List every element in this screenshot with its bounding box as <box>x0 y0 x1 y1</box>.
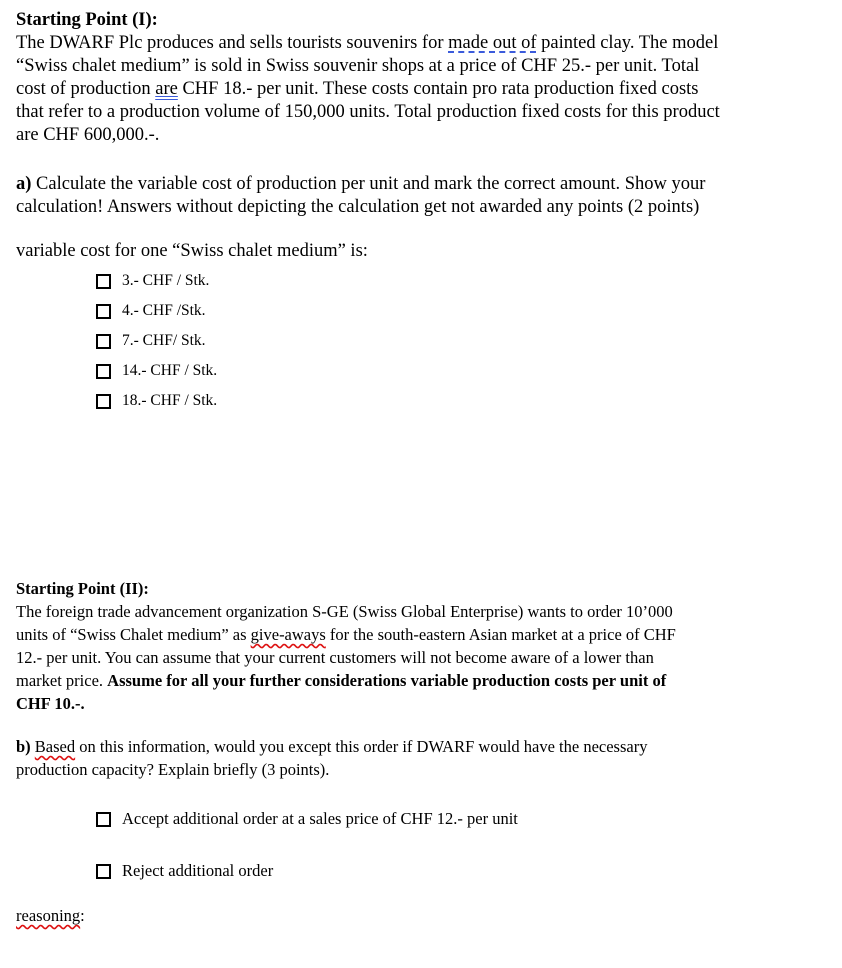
checkbox-icon[interactable] <box>96 334 111 349</box>
part1-heading: Starting Point (I): <box>16 10 158 30</box>
question-b-label: b) <box>16 737 31 756</box>
part1-intro-line-4: that refer to a production volume of 150,000 units. Total production fixed costs for this product <box>16 102 720 122</box>
option-4-chf[interactable]: 4.- CHF /Stk. <box>96 296 217 326</box>
option-14-chf[interactable]: 14.- CHF / Stk. <box>96 356 217 386</box>
spelling-underline-give-aways: give-aways <box>250 625 326 644</box>
order-decision-options <box>96 804 518 834</box>
part2-heading: Starting Point (II): <box>16 579 149 598</box>
checkbox-icon[interactable] <box>96 304 111 319</box>
option-18-chf[interactable]: 18.- CHF / Stk. <box>96 386 217 416</box>
checkbox-icon[interactable] <box>96 812 111 827</box>
part1-intro-line-2: “Swiss chalet medium” is sold in Swiss souvenir shops at a price of CHF 25.- per unit. Total <box>16 56 700 76</box>
grammar-underline-made-out-of: made out of <box>448 33 537 53</box>
question-a-line-2: calculation! Answers without depicting the calculation get not awarded any points (2 points) <box>16 197 700 217</box>
question-a-line-1: a) Calculate the variable cost of production per unit and mark the correct amount. Show your <box>16 174 706 194</box>
part1-section <box>16 9 826 147</box>
option-reject-order[interactable]: Reject additional order <box>96 856 273 886</box>
part2-intro-line-2: units of “Swiss Chalet medium” as give-aways for the south-eastern Asian market at a price of CHF <box>16 625 676 644</box>
reasoning-label: reasoning: <box>16 906 85 925</box>
spelling-underline-reasoning: reasoning <box>16 906 81 925</box>
option-3-chf[interactable]: 3.- CHF / Stk. <box>96 266 217 296</box>
part2-intro-line-4: market price. Assume for all your further considerations variable production costs per unit of <box>16 671 667 690</box>
part1-intro-line-3: cost of production are CHF 18.- per unit. These costs contain pro rata production fixed costs <box>16 79 699 99</box>
question-a <box>16 173 826 219</box>
part2-intro-line-3: 12.- per unit. You can assume that your current customers will not become aware of a lower than <box>16 648 654 667</box>
option-accept-order[interactable]: Accept additional order at a sales price of CHF 12.- per unit <box>96 804 518 834</box>
variable-cost-prompt: variable cost for one “Swiss chalet medium” is: <box>16 241 368 261</box>
part1-intro-line-5: are CHF 600,000.-. <box>16 125 160 145</box>
part2-intro-line-1: The foreign trade advancement organization S-GE (Swiss Global Enterprise) wants to order 10’000 <box>16 602 673 621</box>
grammar-underline-are: are <box>155 79 178 99</box>
part2-section <box>16 577 826 715</box>
question-b-line-1: b) Based on this information, would you except this order if DWARF would have the necessary <box>16 737 648 756</box>
checkbox-icon[interactable] <box>96 864 111 879</box>
question-b <box>16 735 826 781</box>
checkbox-icon[interactable] <box>96 364 111 379</box>
question-a-label: a) <box>16 174 32 194</box>
variable-cost-options <box>96 266 217 416</box>
question-b-line-2: production capacity? Explain briefly (3 points). <box>16 760 330 779</box>
option-7-chf[interactable]: 7.- CHF/ Stk. <box>96 326 217 356</box>
checkbox-icon[interactable] <box>96 274 111 289</box>
spelling-underline-based: Based <box>34 737 76 756</box>
checkbox-icon[interactable] <box>96 394 111 409</box>
order-decision-options-2 <box>96 856 273 886</box>
part1-intro-line-1: The DWARF Plc produces and sells tourists souvenirs for made out of painted clay. The model <box>16 33 719 53</box>
part2-intro-line-5: CHF 10.-. <box>16 694 85 713</box>
